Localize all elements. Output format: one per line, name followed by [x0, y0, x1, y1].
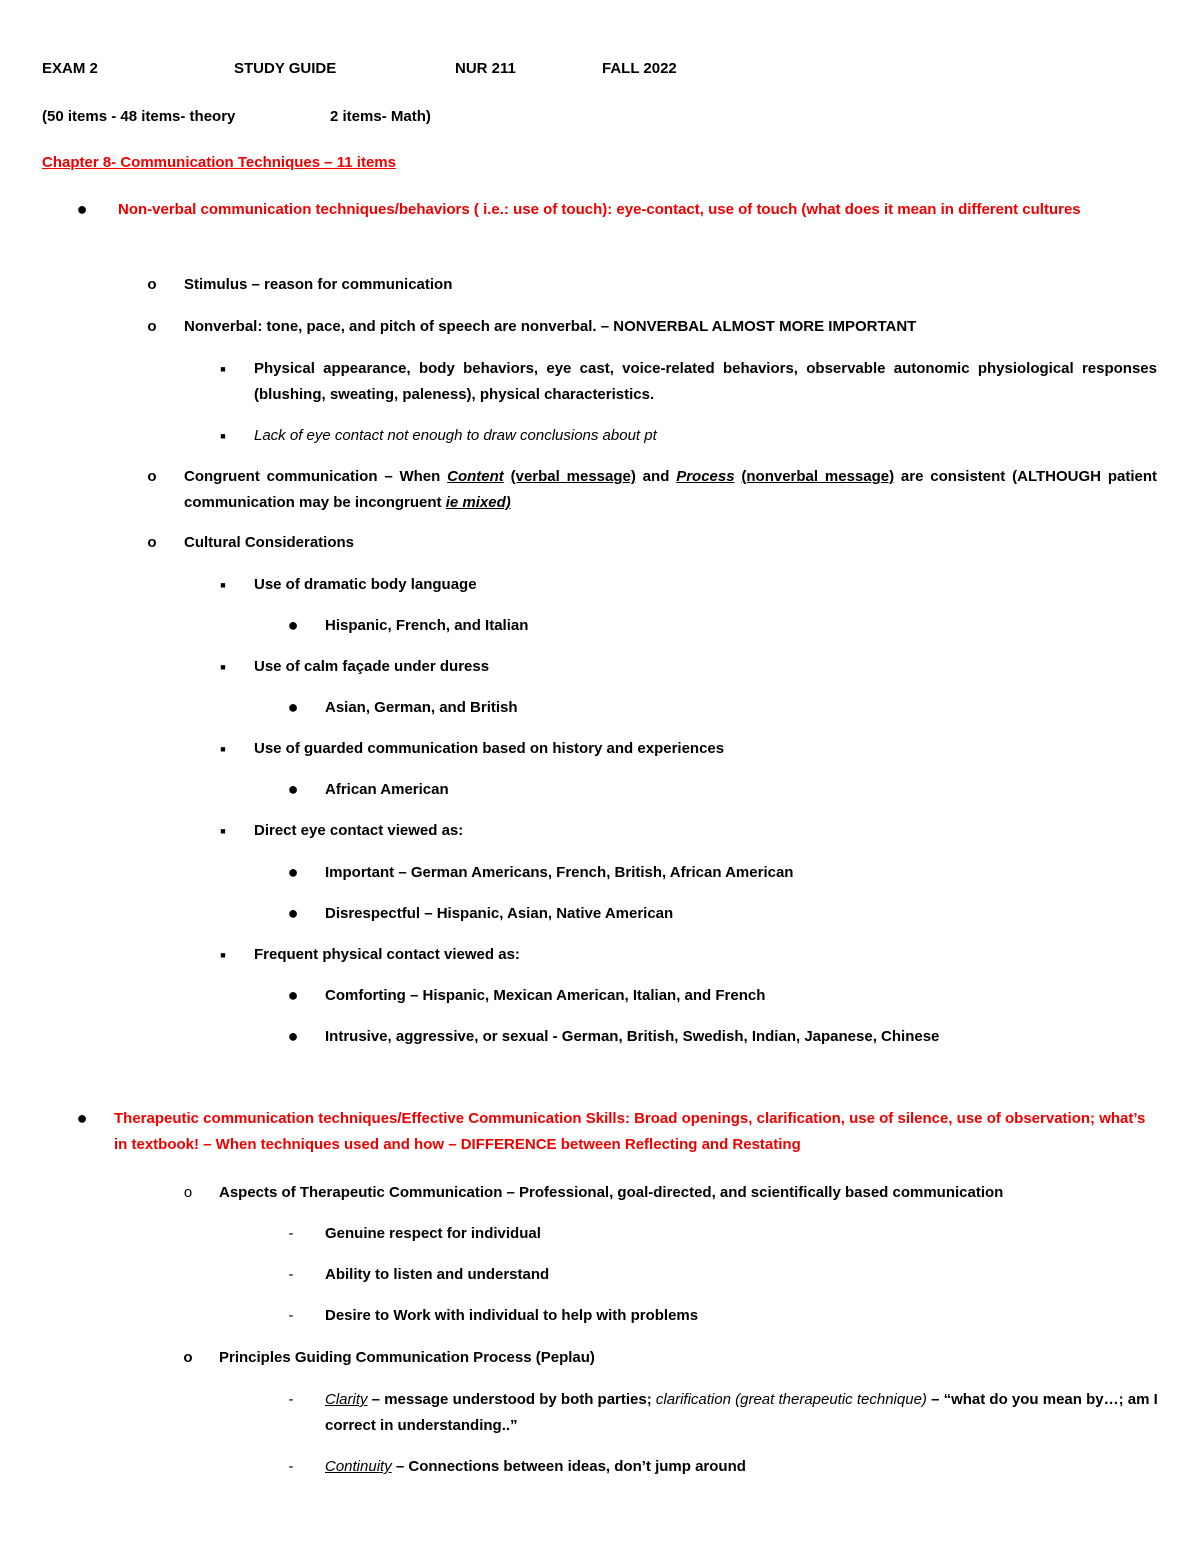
item-congruent-communication: Congruent communication – When Content (verbal message) and Process (nonverbal message) are consistent (ALTHOUGH patient communication may be incongruent ie mixed) [184, 468, 1157, 511]
bullet-dash-icon: - [288, 1266, 294, 1283]
section-heading-nonverbal: Non-verbal communication techniques/behaviors ( i.e.: use of touch): eye-contact, use of touch (what does it mean in different cultures [118, 201, 1081, 218]
bullet-square-icon: ■ [220, 662, 226, 672]
bullet-o-icon: o [183, 1349, 193, 1366]
bullet-square-icon: ■ [220, 950, 226, 960]
item-count-math: 2 items- Math) [330, 108, 431, 125]
bullet-dot-icon: ● [287, 903, 299, 923]
item-lack-eye-contact: Lack of eye contact not enough to draw conclusions about pt [254, 427, 657, 444]
bullet-dot-icon: ● [287, 985, 299, 1005]
doc-type: STUDY GUIDE [234, 60, 337, 77]
bullet-dot-icon: ● [287, 1026, 299, 1046]
item-guarded-groups: African American [325, 781, 449, 798]
bullet-dot-icon: ● [287, 862, 299, 882]
item-calm-facade: Use of calm façade under duress [254, 658, 490, 675]
item-genuine-respect: Genuine respect for individual [325, 1225, 541, 1242]
item-eye-disrespectful: Disrespectful – Hispanic, Asian, Native American [325, 905, 674, 922]
bullet-o-icon: o [147, 468, 157, 485]
item-dramatic-groups: Hispanic, French, and Italian [325, 617, 529, 634]
item-count-theory: (50 items - 48 items- theory [42, 108, 236, 125]
bullet-square-icon: ■ [220, 431, 226, 441]
bullet-dot-icon: ● [287, 697, 299, 717]
bullet-dash-icon: - [288, 1307, 294, 1324]
bullet-square-icon: ■ [220, 826, 226, 836]
item-eye-important: Important – German Americans, French, British, African American [325, 864, 794, 881]
item-principles-peplau: Principles Guiding Communication Process (Peplau) [219, 1349, 595, 1366]
bullet-o-icon: o [147, 276, 157, 293]
bullet-square-icon: ■ [220, 364, 226, 374]
bullet-o-icon: o [147, 534, 157, 551]
item-clarity: Clarity – message understood by both parties; clarification (great therapeutic technique) – “what do you mean by…; am I correct in understanding..” [325, 1391, 1158, 1434]
item-direct-eye-contact: Direct eye contact viewed as: [254, 822, 464, 839]
item-contact-comforting: Comforting – Hispanic, Mexican American, Italian, and French [325, 987, 766, 1004]
bullet-o-icon: o [147, 318, 157, 335]
item-nonverbal: Nonverbal: tone, pace, and pitch of speech are nonverbal. – NONVERBAL ALMOST MORE IMPORTANT [184, 318, 917, 335]
bullet-o-icon: o [183, 1184, 193, 1201]
item-continuity: Continuity – Connections between ideas, don’t jump around [325, 1458, 746, 1475]
bullet-dash-icon: - [288, 1391, 294, 1408]
chapter-title: Chapter 8- Communication Techniques – 11 items [42, 154, 396, 171]
item-cultural-considerations: Cultural Considerations [184, 534, 355, 551]
bullet-dash-icon: - [288, 1458, 294, 1475]
exam-number: EXAM 2 [42, 60, 98, 77]
item-physical-appearance: Physical appearance, body behaviors, eye cast, voice-related behaviors, observable autonomic physiological responses (blushing, sweating, paleness), physical characteristics. [254, 360, 1157, 403]
item-guarded-communication: Use of guarded communication based on history and experiences [254, 740, 725, 757]
bullet-square-icon: ■ [220, 744, 226, 754]
item-contact-intrusive: Intrusive, aggressive, or sexual - German, British, Swedish, Indian, Japanese, Chinese [325, 1028, 940, 1045]
item-physical-contact: Frequent physical contact viewed as: [254, 946, 520, 963]
bullet-dot-icon: ● [76, 199, 88, 219]
bullet-dash-icon: - [288, 1225, 294, 1242]
term: FALL 2022 [602, 60, 677, 77]
section-heading-therapeutic: Therapeutic communication techniques/Effective Communication Skills: Broad openings, clarification, use of silence, use of observation; what’s in textbook! – When techniques used and how – DIFFERENCE between Reflecting and Restating [114, 1110, 1146, 1153]
item-stimulus: Stimulus – reason for communication [184, 276, 453, 293]
bullet-dot-icon: ● [76, 1108, 88, 1128]
item-dramatic-body-language: Use of dramatic body language [254, 576, 477, 593]
course-code: NUR 211 [455, 60, 516, 77]
bullet-dot-icon: ● [287, 615, 299, 635]
item-calm-groups: Asian, German, and British [325, 699, 518, 716]
item-ability-listen: Ability to listen and understand [325, 1266, 550, 1283]
bullet-dot-icon: ● [287, 779, 299, 799]
bullet-square-icon: ■ [220, 580, 226, 590]
item-aspects-therapeutic: Aspects of Therapeutic Communication – Professional, goal-directed, and scientifically based communication [219, 1184, 1004, 1201]
item-desire-work: Desire to Work with individual to help with problems [325, 1307, 699, 1324]
